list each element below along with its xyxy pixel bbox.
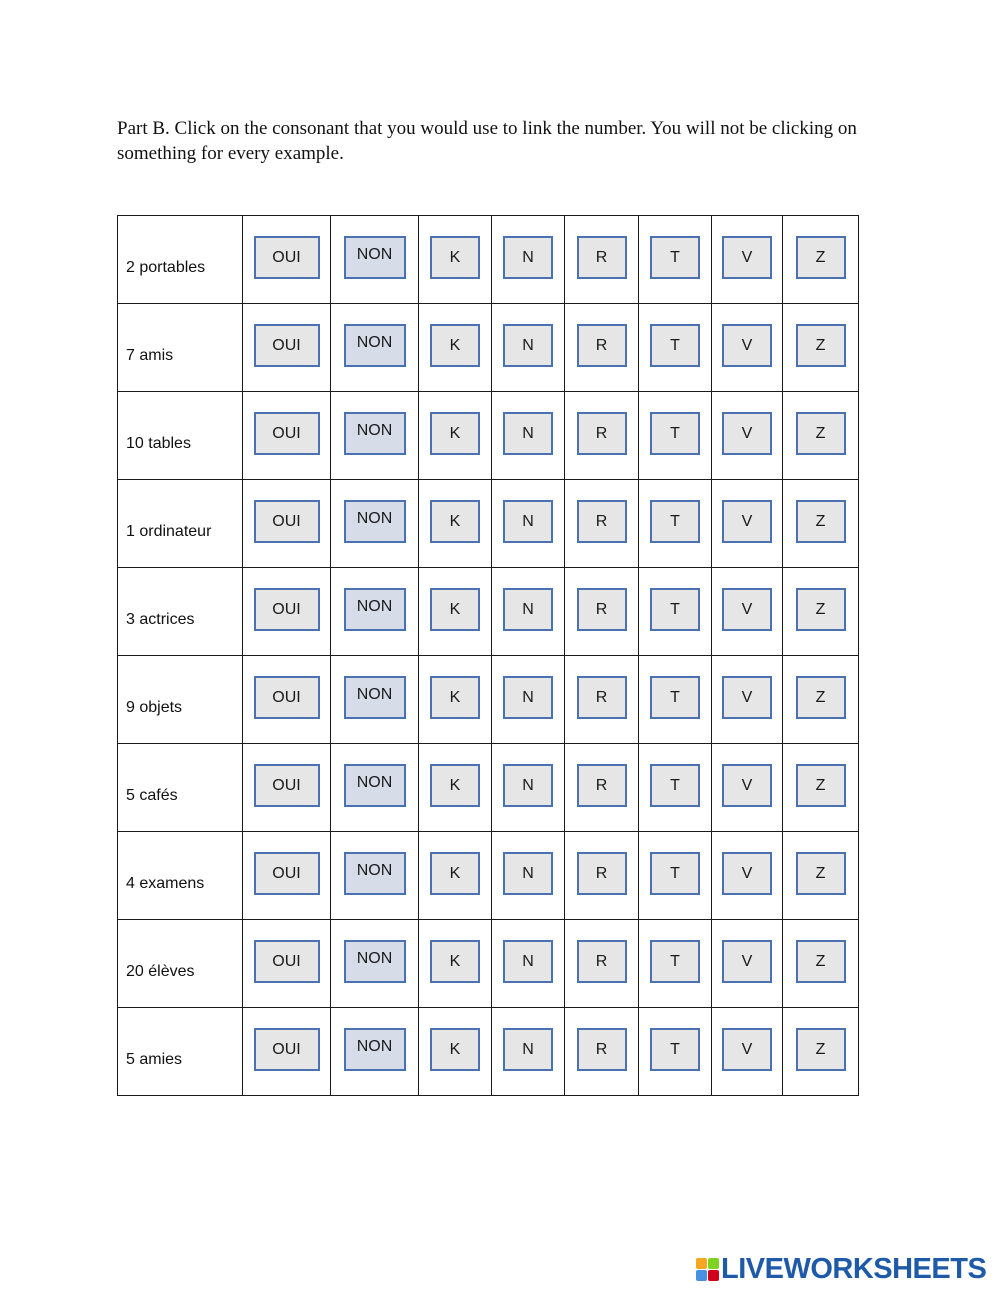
option-z-button[interactable]: Z <box>796 764 846 807</box>
option-cell <box>492 1008 565 1096</box>
option-cell <box>639 304 712 392</box>
option-cell <box>243 304 331 392</box>
option-t-button[interactable]: T <box>650 676 700 719</box>
logo-block <box>708 1270 719 1281</box>
option-cell <box>243 832 331 920</box>
grid-row <box>118 656 859 744</box>
logo-block <box>696 1258 707 1269</box>
option-k-button[interactable]: K <box>430 1028 480 1071</box>
option-cell <box>331 832 419 920</box>
grid-row <box>118 392 859 480</box>
option-r-button[interactable]: R <box>577 236 627 279</box>
option-cell <box>565 568 639 656</box>
option-non-button[interactable]: NON <box>344 324 406 367</box>
option-v-button[interactable]: V <box>722 236 772 279</box>
option-cell <box>565 1008 639 1096</box>
option-n-button[interactable]: N <box>503 676 553 719</box>
logo-block <box>696 1270 707 1281</box>
row-label: 3 actrices <box>118 568 243 656</box>
option-non-button[interactable]: NON <box>344 236 406 279</box>
option-oui-button[interactable]: OUI <box>254 1028 320 1071</box>
option-v-button[interactable]: V <box>722 764 772 807</box>
option-cell <box>419 656 492 744</box>
option-cell <box>243 568 331 656</box>
option-non-button[interactable]: NON <box>344 764 406 807</box>
option-oui-button[interactable]: OUI <box>254 940 320 983</box>
option-n-button[interactable]: N <box>503 588 553 631</box>
option-cell <box>243 216 331 304</box>
option-oui-button[interactable]: OUI <box>254 500 320 543</box>
option-cell <box>492 392 565 480</box>
option-z-button[interactable]: Z <box>796 676 846 719</box>
option-cell <box>243 744 331 832</box>
option-k-button[interactable]: K <box>430 764 480 807</box>
option-cell <box>639 480 712 568</box>
option-k-button[interactable]: K <box>430 852 480 895</box>
option-cell <box>331 920 419 1008</box>
option-n-button[interactable]: N <box>503 940 553 983</box>
option-k-button[interactable]: K <box>430 940 480 983</box>
option-non-button[interactable]: NON <box>344 852 406 895</box>
option-cell <box>783 480 859 568</box>
grid-row <box>118 920 859 1008</box>
option-cell <box>783 216 859 304</box>
option-cell <box>565 744 639 832</box>
option-cell <box>492 656 565 744</box>
option-cell <box>712 920 783 1008</box>
option-z-button[interactable]: Z <box>796 940 846 983</box>
option-cell <box>243 392 331 480</box>
logo-blocks-icon <box>696 1258 719 1281</box>
option-cell <box>419 832 492 920</box>
option-cell <box>331 216 419 304</box>
grid-row <box>118 744 859 832</box>
row-label: 4 examens <box>118 832 243 920</box>
option-z-button[interactable]: Z <box>796 324 846 367</box>
option-cell <box>419 568 492 656</box>
option-cell <box>712 304 783 392</box>
option-z-button[interactable]: Z <box>796 588 846 631</box>
option-t-button[interactable]: T <box>650 412 700 455</box>
option-z-button[interactable]: Z <box>796 852 846 895</box>
option-cell <box>331 656 419 744</box>
option-t-button[interactable]: T <box>650 764 700 807</box>
option-oui-button[interactable]: OUI <box>254 412 320 455</box>
option-t-button[interactable]: T <box>650 940 700 983</box>
option-r-button[interactable]: R <box>577 324 627 367</box>
row-label: 5 cafés <box>118 744 243 832</box>
option-cell <box>492 832 565 920</box>
option-cell <box>565 920 639 1008</box>
grid-row <box>118 1008 859 1096</box>
option-r-button[interactable]: R <box>577 852 627 895</box>
option-cell <box>639 744 712 832</box>
grid-row <box>118 480 859 568</box>
option-k-button[interactable]: K <box>430 500 480 543</box>
option-cell <box>419 920 492 1008</box>
option-z-button[interactable]: Z <box>796 1028 846 1071</box>
option-r-button[interactable]: R <box>577 940 627 983</box>
option-oui-button[interactable]: OUI <box>254 852 320 895</box>
option-cell <box>419 392 492 480</box>
option-k-button[interactable]: K <box>430 412 480 455</box>
option-non-button[interactable]: NON <box>344 676 406 719</box>
option-non-button[interactable]: NON <box>344 940 406 983</box>
option-cell <box>712 1008 783 1096</box>
option-cell <box>243 480 331 568</box>
option-cell <box>565 392 639 480</box>
option-t-button[interactable]: T <box>650 500 700 543</box>
option-n-button[interactable]: N <box>503 236 553 279</box>
option-cell <box>783 920 859 1008</box>
option-cell <box>565 656 639 744</box>
option-r-button[interactable]: R <box>577 764 627 807</box>
option-k-button[interactable]: K <box>430 236 480 279</box>
option-cell <box>783 744 859 832</box>
option-v-button[interactable]: V <box>722 940 772 983</box>
logo-block <box>708 1258 719 1269</box>
option-cell <box>492 920 565 1008</box>
option-cell <box>639 1008 712 1096</box>
option-cell <box>243 920 331 1008</box>
option-cell <box>712 744 783 832</box>
option-v-button[interactable]: V <box>722 676 772 719</box>
row-label: 9 objets <box>118 656 243 744</box>
option-cell <box>712 480 783 568</box>
option-cell <box>492 744 565 832</box>
option-n-button[interactable]: N <box>503 1028 553 1071</box>
option-cell <box>783 1008 859 1096</box>
grid-row <box>118 216 859 304</box>
option-t-button[interactable]: T <box>650 852 700 895</box>
option-oui-button[interactable]: OUI <box>254 676 320 719</box>
liveworksheets-logo <box>696 1254 986 1284</box>
option-cell <box>243 1008 331 1096</box>
option-z-button[interactable]: Z <box>796 500 846 543</box>
option-r-button[interactable]: R <box>577 412 627 455</box>
row-label: 20 élèves <box>118 920 243 1008</box>
option-cell <box>331 744 419 832</box>
row-label: 5 amies <box>118 1008 243 1096</box>
option-n-button[interactable]: N <box>503 500 553 543</box>
option-cell <box>419 216 492 304</box>
option-cell <box>419 744 492 832</box>
option-cell <box>492 568 565 656</box>
option-cell <box>783 568 859 656</box>
row-label: 1 ordinateur <box>118 480 243 568</box>
row-label: 7 amis <box>118 304 243 392</box>
option-cell <box>331 568 419 656</box>
option-t-button[interactable]: T <box>650 588 700 631</box>
option-cell <box>419 304 492 392</box>
option-oui-button[interactable]: OUI <box>254 588 320 631</box>
option-cell <box>419 1008 492 1096</box>
option-cell <box>243 656 331 744</box>
option-cell <box>492 480 565 568</box>
option-cell <box>565 216 639 304</box>
option-z-button[interactable]: Z <box>796 236 846 279</box>
option-cell <box>492 216 565 304</box>
option-cell <box>712 656 783 744</box>
option-r-button[interactable]: R <box>577 676 627 719</box>
option-t-button[interactable]: T <box>650 324 700 367</box>
option-t-button[interactable]: T <box>650 236 700 279</box>
option-n-button[interactable]: N <box>503 324 553 367</box>
option-cell <box>639 392 712 480</box>
option-v-button[interactable]: V <box>722 852 772 895</box>
option-v-button[interactable]: V <box>722 324 772 367</box>
option-cell <box>639 568 712 656</box>
option-cell <box>639 920 712 1008</box>
answer-grid <box>117 215 859 1096</box>
option-r-button[interactable]: R <box>577 588 627 631</box>
option-cell <box>331 480 419 568</box>
option-n-button[interactable]: N <box>503 764 553 807</box>
option-cell <box>712 216 783 304</box>
option-cell <box>331 392 419 480</box>
option-n-button[interactable]: N <box>503 852 553 895</box>
option-non-button[interactable]: NON <box>344 588 406 631</box>
option-k-button[interactable]: K <box>430 588 480 631</box>
option-v-button[interactable]: V <box>722 588 772 631</box>
option-cell <box>639 832 712 920</box>
option-k-button[interactable]: K <box>430 676 480 719</box>
option-t-button[interactable]: T <box>650 1028 700 1071</box>
option-cell <box>565 480 639 568</box>
option-cell <box>492 304 565 392</box>
option-non-button[interactable]: NON <box>344 500 406 543</box>
instructions-text: Part B. Click on the consonant that you would use to link the number. You will not be clicking on something for every example. <box>117 118 857 164</box>
option-oui-button[interactable]: OUI <box>254 236 320 279</box>
grid-row <box>118 568 859 656</box>
option-v-button[interactable]: V <box>722 500 772 543</box>
option-cell <box>783 832 859 920</box>
option-cell <box>712 392 783 480</box>
row-label: 2 portables <box>118 216 243 304</box>
option-cell <box>712 568 783 656</box>
option-k-button[interactable]: K <box>430 324 480 367</box>
option-cell <box>639 216 712 304</box>
option-cell <box>783 304 859 392</box>
option-v-button[interactable]: V <box>722 1028 772 1071</box>
option-non-button[interactable]: NON <box>344 1028 406 1071</box>
option-cell <box>565 304 639 392</box>
logo-text: LIVEWORKSHEETS <box>721 1253 987 1285</box>
option-v-button[interactable]: V <box>722 412 772 455</box>
option-cell <box>331 304 419 392</box>
option-cell <box>419 480 492 568</box>
option-r-button[interactable]: R <box>577 500 627 543</box>
option-cell <box>331 1008 419 1096</box>
option-cell <box>712 832 783 920</box>
option-n-button[interactable]: N <box>503 412 553 455</box>
option-oui-button[interactable]: OUI <box>254 764 320 807</box>
grid-body <box>118 216 859 1096</box>
option-cell <box>783 656 859 744</box>
grid-row <box>118 304 859 392</box>
option-non-button[interactable]: NON <box>344 412 406 455</box>
option-z-button[interactable]: Z <box>796 412 846 455</box>
option-cell <box>639 656 712 744</box>
option-oui-button[interactable]: OUI <box>254 324 320 367</box>
option-r-button[interactable]: R <box>577 1028 627 1071</box>
row-label: 10 tables <box>118 392 243 480</box>
option-cell <box>565 832 639 920</box>
grid-row <box>118 832 859 920</box>
option-cell <box>783 392 859 480</box>
